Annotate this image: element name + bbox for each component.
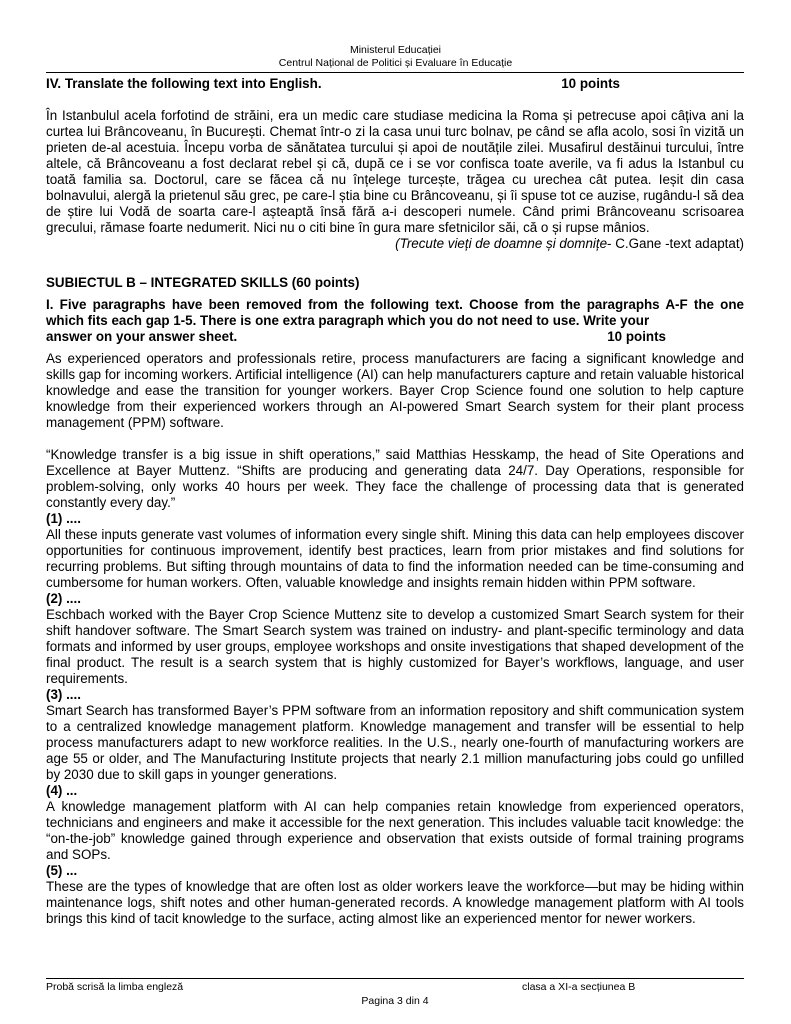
section-iv-heading (46, 76, 744, 92)
gap-label-1: (1) .... (46, 511, 81, 526)
task-instruction-last-line (46, 329, 744, 345)
header-divider (46, 72, 744, 73)
page-number: Pagina 3 din 4 (361, 995, 429, 1007)
header-ministry: Ministerul Educației (349, 44, 442, 56)
footer-class: clasa a XI-a secțiunea B (522, 981, 636, 993)
gap-label-5: (5) ... (46, 863, 78, 878)
header-center: Centrul Național de Politici și Evaluare în Educație (278, 57, 513, 69)
intro-paragraph: As experienced operators and professionals retire, process manufacturers are facing a significant knowledge and skills gap for incoming workers. Artificial intelligence (AI) can help manufacturers capture and retain valuable historical knowledge and ease the transition for younger workers. Bayer Crop Science found one solution to help capture knowledge from their experienced workers through an AI-powered Smart Search system for their plant process management (PPM) software. (46, 351, 744, 430)
gap-label-2: (2) .... (46, 591, 81, 606)
subiectul-b-title: SUBIECTUL B – INTEGRATED SKILLS (60 points) (46, 275, 360, 290)
task-points: 10 points (607, 329, 666, 344)
section-iv-points: 10 points (561, 76, 620, 91)
gap-label-3: (3) .... (46, 687, 81, 702)
intro-paragraph: “Knowledge transfer is a big issue in shift operations,” said Matthias Hesskamp, the head of Site Operations and Excellence at Bayer Muttenz. “Shifts are producing and generating data 24/7. Day Operations, responsible for problem-solving, only works 40 hours per week. They face the challenge of processing data that is generated constantly every day.” (46, 447, 744, 510)
footer-exam-name: Probă scrisă la limba engleză (46, 981, 184, 993)
gap-paragraph-5: These are the types of knowledge that are often lost as older workers leave the workforce—but may be hiding within maintenance logs, shift notes and other human-generated records. A knowledge management platform with AI tools brings this kind of tacit knowledge to the surface, acting almost like an experienced mentor for newer workers. (46, 879, 744, 926)
task-instruction-end: answer on your answer sheet. (46, 329, 238, 344)
source-title: (Trecute vieți de doamne și domnițe (395, 236, 608, 251)
gap-label-4: (4) ... (46, 783, 78, 798)
gap-paragraph-3: Smart Search has transformed Bayer’s PPM software from an information repository and shift communication system to a centralized knowledge management platform. Knowledge management and transfer will be essential to help process manufacturers adapt to new workforce realities. In the U.S., nearly one-fourth of manufacturing workers are age 55 or older, and The Manufacturing Institute projects that nearly 2.1 million manufacturing jobs could go unfilled by 2030 due to skill gaps in younger generations. (46, 703, 744, 782)
translation-source (46, 236, 744, 252)
page-header (0, 44, 791, 70)
page-content (46, 76, 744, 927)
gap-paragraph-1: All these inputs generate vast volumes of information every single shift. Mining this data can help employees discover opportunities for continuous improvement, identify best practices, learn from prior mistakes and find solutions for recurring problems. But sifting through mountains of data to find the information needed can be time-consuming and cumbersome for human workers. Often, valuable knowledge and insights remain hidden within PPM software. (46, 527, 744, 590)
translation-text: În Istanbulul acela forfotind de străini, era un medic care studiase medicina la Roma și petrecuse apoi câțiva ani la curtea lui Brâncoveanu, în București. Chemat într-o zi la casa unui turc bolnav, pe când se afla acolo, sosi în vizită un prieten de-al acestuia. Începu vorba de sănătatea turcului și apoi de noutățile zilei. Musafirul destăinui turcului, între altele, că Brâncoveanu a fost declarat rebel și că, după ce i se vor confisca toate averile, va fi adus la Istanbul cu toată familia sa. Doctorul, care se făcea că nu înțelege turcește, trăgea cu urechea cât putea. Ieșit din casa bolnavului, alergă la prietenul său grec, pe care-l știa bine cu Brâncoveanu, și îi spuse tot ce auzise, rugându-l să dea de știre lui Vodă de soarta care-l așteaptă însă fără a-i descoperi numele. Când primi Brâncoveanu scrisoarea grecului, rămase foarte nedumerit. Nici nu o citi bine în gura mare sfetnicilor săi, că o și rupse mânios. (46, 108, 744, 235)
gap-paragraph-2: Eschbach worked with the Bayer Crop Science Muttenz site to develop a customized Smart Search system for their shift handover software. The Smart Search system was trained on industry- and plant-specific terminology and data formats and informed by user groups, employee workshops and onsite investigations that shaped development of the final product. The result is a search system that is highly customized for Bayer’s workflows, language, and user requirements. (46, 607, 744, 686)
task-instruction: I. Five paragraphs have been removed from the following text. Choose from the paragraphs A-F the one which fits each gap 1-5. There is one extra paragraph which you do not need to use. Write your (46, 297, 744, 328)
gap-paragraph-4: A knowledge management platform with AI can help companies retain knowledge from experienced operators, technicians and engineers and make it accessible for the next generation. This includes valuable tacit knowledge: the “on-the-job” knowledge gained through experience and observation that exists outside of formal training programs and SOPs. (46, 799, 744, 862)
section-iv-title: IV. Translate the following text into English. (46, 76, 322, 91)
source-author: - C.Gane -text adaptat) (607, 236, 744, 251)
footer-divider (46, 978, 744, 979)
